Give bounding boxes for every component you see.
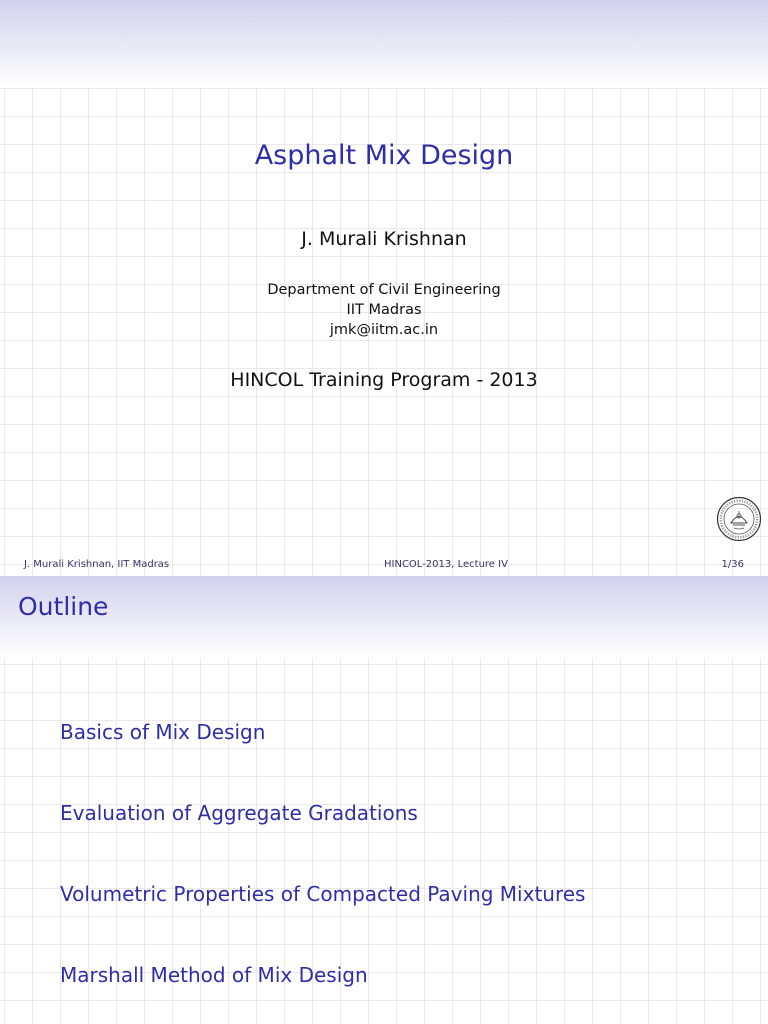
outline-item[interactable]: Marshall Method of Mix Design [60,963,368,987]
footer-lecture: HINCOL-2013, Lecture IV [384,559,508,570]
iit-madras-seal-icon [716,496,762,542]
outline-item[interactable]: Evaluation of Aggregate Gradations [60,801,418,825]
institution-name: IIT Madras [346,302,422,318]
slide-footer [0,558,768,574]
author-institute [0,280,768,340]
footer-page-number: 1/36 [721,559,744,570]
frame-title: Outline [18,592,109,621]
header-band [0,576,768,658]
outline-list [60,720,585,1024]
outline-item[interactable]: Volumetric Properties of Compacted Paving Mixtures [60,882,586,906]
outline-slide [0,576,768,1024]
department-name: Department of Civil Engineering [267,282,501,298]
footer-author: J. Murali Krishnan, IIT Madras [24,559,170,570]
author-email: jmk@iitm.ac.in [329,322,439,338]
presentation-title: Asphalt Mix Design [254,140,514,171]
author-name: J. Murali Krishnan [301,228,467,250]
header-band [0,0,768,88]
outline-item[interactable]: Basics of Mix Design [60,720,266,744]
event-name: HINCOL Training Program - 2013 [230,369,538,391]
